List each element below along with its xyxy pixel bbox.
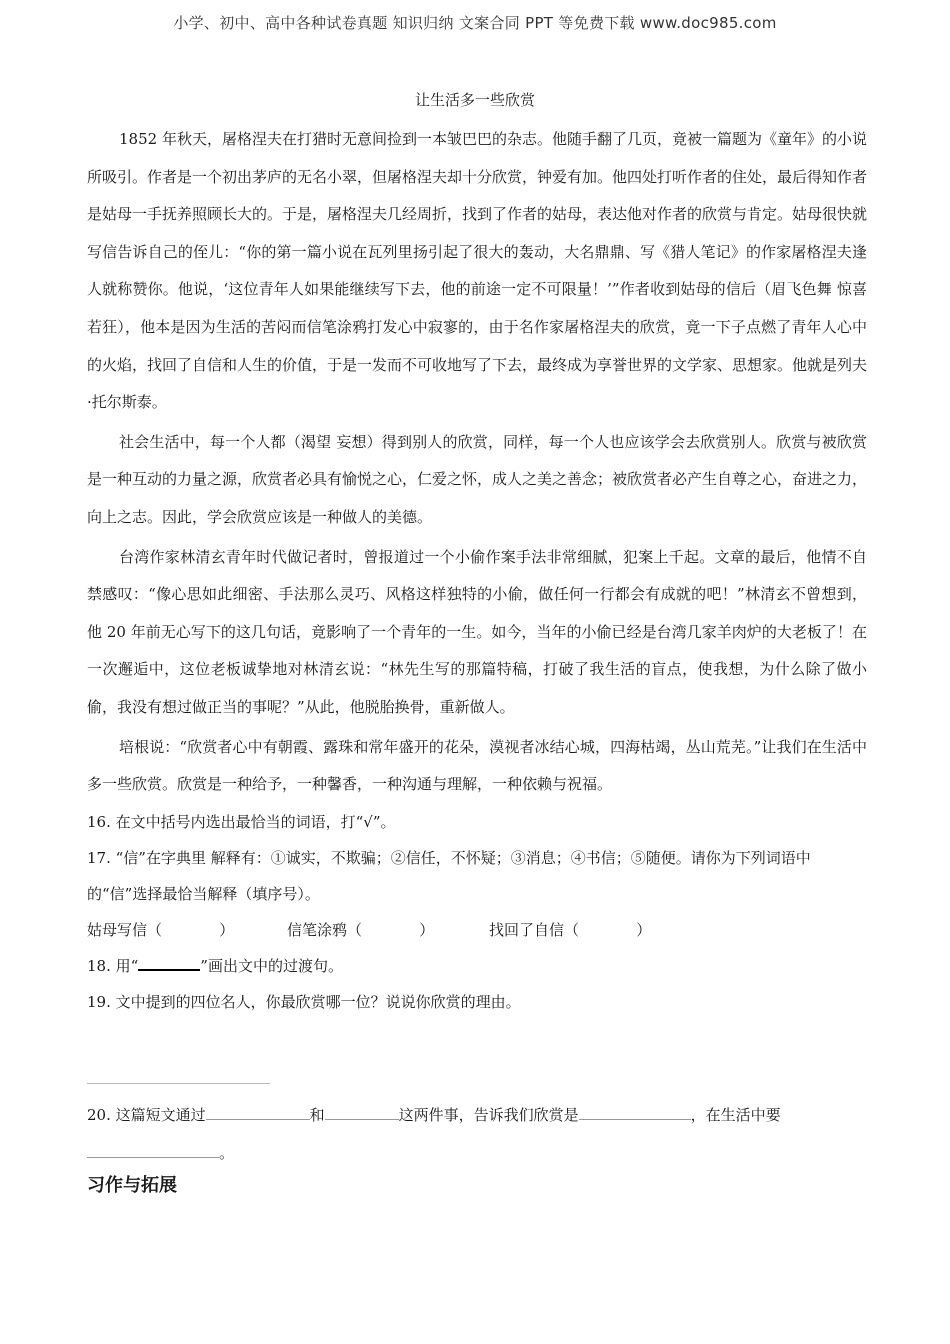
bold-underline-marker <box>138 955 200 971</box>
question-18 <box>87 948 867 984</box>
q20-part-c: 这两件事，告诉我们欣赏是 <box>398 1106 579 1124</box>
question-20 <box>87 1097 877 1133</box>
q20-blank-3[interactable] <box>579 1105 691 1120</box>
q17-item-2[interactable]: 信笔涂鸦（ ） <box>287 920 435 939</box>
paragraph-4: 培根说：“欣赏者心中有朝霞、露珠和常年盛开的花朵，漠视者冰结心城，四海枯竭，丛山荒芜。”让我们在生活中多一些欣赏。欣赏是一种给予，一种馨香，一种沟通与理解，一种依赖与祝福。 <box>87 737 867 794</box>
page-header: 小学、初中、高中各种试卷真题 知识归纳 文案合同 PPT 等免费下载 www.doc985.com <box>173 14 777 32</box>
question-19: 19. 文中提到的四位名人，你最欣赏哪一位？说说你欣赏的理由。 <box>87 992 521 1011</box>
question-20-line-2 <box>87 1135 234 1171</box>
section-title: 习作与拓展 <box>87 1175 177 1196</box>
article-body <box>87 121 867 1020</box>
q18-suffix: ”画出文中的过渡句。 <box>200 956 343 975</box>
question-17-items <box>87 912 867 948</box>
question-16: 16. 在文中括号内选出最恰当的词语，打“√”。 <box>87 812 396 831</box>
q19-answer-line[interactable] <box>87 1083 270 1084</box>
question-17: 17. “信”在字典里 解释有：①诚实，不欺骗；②信任，不怀疑；③消息；④书信；⑤随便。请你为下列词语中的“信”选择最恰当解释（填序号）。 <box>87 848 811 903</box>
q20-blank-2[interactable] <box>325 1105 399 1120</box>
q20-part-d: ，在生活中要 <box>690 1106 781 1124</box>
paragraph-1: 1852 年秋天，屠格涅夫在打猎时无意间捡到一本皱巴巴的杂志。他随手翻了几页，竟被一篇题为《童年》的小说所吸引。作者是一个初出茅庐的无名小翠，但屠格涅夫却十分欣赏，钟爱有加。他四处打听作者的住处，最后得知作者是姑母一手抚养照顾长大的。于是，屠格涅夫几经周折，找到了作者的姑母，表达他对作者的欣赏与肯定。姑母很快就写信告诉自己的侄儿：“你的第一篇小说在瓦列里扬引起了很大的轰动，大名鼎鼎、写《猎人笔记》的作家屠格涅夫逢人就称赞你。他说，‘这位青年人如果能继续写下去，他的前途一定不可限量！’”作者收到姑母的信后（眉飞色舞 惊喜若狂），他本是因为生活的苦闷而信笔涂鸦打发心中寂寥的，由于名作家屠格涅夫的欣赏，竟一下子点燃了青年人心中的火焰，找回了自信和人生的价值，于是一发而不可收地写了下去，最终成为享誉世界的文学家、思想家。他就是列夫·托尔斯泰。 <box>87 130 868 412</box>
q20-blank-1[interactable] <box>206 1105 310 1120</box>
paragraph-2: 社会生活中，每一个人都（渴望 妄想）得到别人的欣赏，同样，每一个人也应该学会去欣赏别人。欣赏与被欣赏是一种互动的力量之源，欣赏者必具有愉悦之心，仁爱之怀，成人之美之善念；被欣赏者必产生自尊之心，奋进之力，向上之志。因此，学会欣赏应该是一种做人的美德。 <box>87 432 868 526</box>
q17-item-1[interactable]: 姑母写信（ ） <box>87 920 235 939</box>
q20-part-a: 20. 这篇短文通过 <box>87 1106 206 1124</box>
q20-blank-4[interactable] <box>87 1143 219 1158</box>
q17-item-3[interactable]: 找回了自信（ ） <box>489 920 652 939</box>
q18-prefix: 18. 用“ <box>87 956 139 975</box>
q20-end: 。 <box>219 1144 235 1162</box>
article-title: 让生活多一些欣赏 <box>414 91 535 109</box>
paragraph-3: 台湾作家林清玄青年时代做记者时，曾报道过一个小偷作案手法非常细腻，犯案上千起。文章的最后，他情不自禁感叹：“像心思如此细密、手法那么灵巧、风格这样独特的小偷，做任何一行都会有成就的吧！”林清玄不曾想到，他 20 年前无心写下的这几句话，竟影响了一个青年的一生。如今，当年的小偷已经是台湾几家羊肉炉的大老板了！在一次邂逅中，这位老板诚挚地对林清玄说：“林先生写的那篇特稿，打破了我生活的盲点，使我想，为什么除了做小偷，我没有想过做正当的事呢？”从此，他脱胎换骨，重新做人。 <box>87 547 867 716</box>
q20-part-b: 和 <box>309 1106 325 1124</box>
